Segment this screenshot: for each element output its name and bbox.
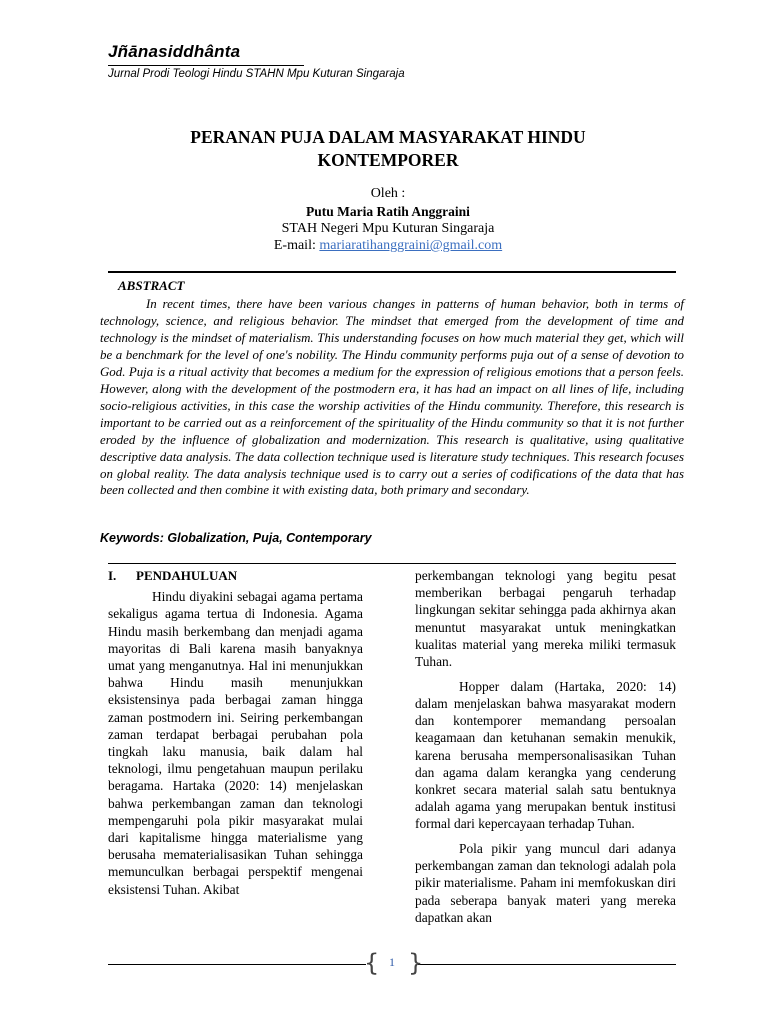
section-title: PENDAHULUAN xyxy=(136,568,238,583)
author-email-line xyxy=(100,237,676,255)
left-paragraph-1: Hindu diyakini sebagai agama pertama sekaligus agama tertua di Indonesia. Agama Hindu masih berkembang dan menjadi agama mayoritas di Bali karena masih banyaknya umat yang menganutnya. Hal ini menunjukkan bahwa Hindu masih menunjukkan eksistensinya pada berbagai zaman hingga zaman postmodern ini. Seiring perkembangan zaman terdapat berbagai perubahan pola tingkah laku manusia, baik dalam hal teknologi, ilmu pengetahuan maupun perilaku beragama. Hartaka (2020: 14) menjelaskan bahwa perkembangan zaman dan teknologi mempengaruhi pola pikir masyarakat mulai dari kapitalisme hingga materialisme yang berusaha mematerialisasikan Tuhan sehingga memunculkan berbagai perspektif mengenai eksistensi Tuhan. Akibat xyxy=(108,589,363,897)
right-column xyxy=(415,567,676,926)
author-name: Putu Maria Ratih Anggraini xyxy=(306,204,470,219)
article-title xyxy=(100,126,676,172)
right-paragraph-1: perkembangan teknologi yang begitu pesat memberikan berbagai pengaruh terhadap lingkungan sekitar sehingga pada akhirnya akan menuntut masyarakat untuk meningkatkan kualitas material yang mereka miliki termasuk Tuhan. xyxy=(415,568,676,670)
author-affiliation: STAH Negeri Mpu Kuturan Singaraja xyxy=(281,221,495,236)
journal-name: Jñānasiddhânta xyxy=(108,42,241,61)
abstract-top-rule xyxy=(108,271,676,273)
section-number: I. xyxy=(108,568,117,583)
right-paragraph-2: Hopper dalam (Hartaka, 2020: 14) dalam menjelaskan bahwa masyarakat modern dan kontemporer memandang persoalan keagamaan dan ketuhanan semakin menukik, karena berusaha mempersonalisasikan Tuhan dan agama dalam kerangka yang cenderung konkret secara material salah satu bentuknya adalah agama yang merupakan bentuk institusi formal dari kepercayaan terhadap Tuhan. xyxy=(415,678,676,832)
abstract-bottom-rule xyxy=(108,563,676,564)
page-number: 1 xyxy=(389,955,395,969)
by-label: Oleh : xyxy=(370,186,406,201)
abstract-text: In recent times, there have been various changes in patterns of human behavior, both in terms of technology, science, and religious behavior. The mindset that emerged from the development of time and technology is the mindset of materialism. This understanding focuses on how much material they get, which will be a benchmark for the level of one's nobility. The Hindu community performs puja out of a sense of devotion to God. Puja is a ritual activity that becomes a medium for the expression of religious emotions that a person feels. However, along with the development of the postmodern era, it has had an impact on all lines of life, including socio-religious activities, in this case the worship activities of the Hindu community. Therefore, this research is important to be carried out as a reinforcement of the spirituality of the Hindu community so that it is not further eroded by the influence of globalization and modernization. This research is qualitative, using qualitative descriptive data analysis. The data collection technique used is literature study techniques. This research focuses on global reality. The data analysis technique used is to carry out a series of codifications of the data that has been collected and then combine it with existing data, both primary and secondary. xyxy=(100,297,684,498)
footer-right-brace: } xyxy=(408,949,424,977)
journal-subtitle: Jurnal Prodi Teologi Hindu STAHN Mpu Kuturan Singaraja xyxy=(108,68,405,80)
journal-name-underline xyxy=(108,65,304,66)
footer-left-brace: { xyxy=(364,949,380,977)
author-email-link[interactable]: mariaratihanggraini@gmail.com xyxy=(319,238,503,253)
footer-rule-right xyxy=(418,964,676,965)
email-label: E-mail: xyxy=(273,238,316,253)
keywords: Keywords: Globalization, Puja, Contemporary xyxy=(100,531,372,545)
right-paragraph-3: Pola pikir yang muncul dari adanya perkembangan zaman dan teknologi adalah pola pikir materialisme. Paham ini memfokuskan diri pada seberapa banyak materi yang mereka dapatkan akan xyxy=(415,841,676,925)
footer-rule-left xyxy=(108,964,366,965)
left-column xyxy=(108,567,363,898)
article-title-line-1: PERANAN PUJA DALAM MASYARAKAT HINDU xyxy=(190,127,586,147)
abstract-heading: ABSTRACT xyxy=(118,278,185,293)
section-heading xyxy=(108,567,363,584)
article-title-line-2: KONTEMPORER xyxy=(317,150,459,170)
